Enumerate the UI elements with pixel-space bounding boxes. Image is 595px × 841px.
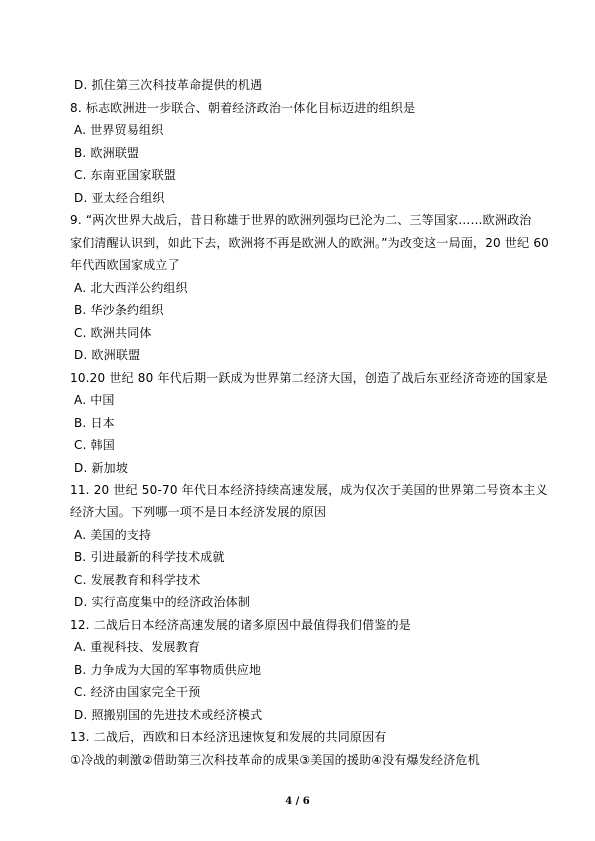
question-12: 12. 二战后日本经济高速发展的诸多原因中最值得我们借鉴的是 [70,618,411,632]
question-9-cont-1: 家们清醒认识到，如此下去，欧洲将不再是欧洲人的欧洲。”为改变这一局面，20 世纪 60 [70,236,549,250]
q12-option-d: D. 照搬别国的先进技术或经济模式 [74,708,263,722]
q11-option-d: D. 实行高度集中的经济政治体制 [74,595,251,609]
q10-option-a: A. 中国 [74,393,115,407]
q9-option-a: A. 北大西洋公约组织 [74,281,188,295]
q10-option-d: D. 新加坡 [74,461,129,475]
q8-option-c: C. 东南亚国家联盟 [74,168,177,182]
q12-option-a: A. 重视科技、发展教育 [74,640,201,654]
question-9: 9. “两次世界大战后，昔日称雄于世界的欧洲列强均已沦为二、三等国家……欧洲政治 [70,213,532,227]
q11-option-b: B. 引进最新的科学技术成就 [74,550,225,564]
question-13: 13. 二战后，西欧和日本经济迅速恢复和发展的共同原因有 [70,730,387,744]
question-10: 10.20 世纪 80 年代后期一跃成为世界第二经济大国，创造了战后东亚经济奇迹的国家是 [70,371,548,385]
q11-option-c: C. 发展教育和科学技术 [74,573,201,587]
question-9-cont-2: 年代西欧国家成立了 [70,258,180,272]
q10-option-b: B. 日本 [74,416,115,430]
page-number: 4 / 6 [285,796,310,807]
q9-option-c: C. 欧洲共同体 [74,326,152,340]
q7-option-d: D. 抓住第三次科技革命提供的机遇 [74,78,263,92]
q10-option-c: C. 韩国 [74,438,116,452]
q12-option-b: B. 力争成为大国的军事物质供应地 [74,663,262,677]
q8-option-b: B. 欧洲联盟 [74,146,140,160]
question-11: 11. 20 世纪 50-70 年代日本经济持续高速发展，成为仅次于美国的世界第二号资本主义 [70,483,548,497]
question-8: 8. 标志欧洲进一步联合、朝着经济政治一体化目标迈进的组织是 [70,101,416,115]
q12-option-c: C. 经济由国家完全干预 [74,685,201,699]
q8-option-a: A. 世界贸易组织 [74,123,164,137]
question-11-cont: 经济大国。下列哪一项不是日本经济发展的原因 [70,505,327,519]
q9-option-d: D. 欧洲联盟 [74,348,141,362]
q9-option-b: B. 华沙条约组织 [74,303,164,317]
q11-option-a: A. 美国的支持 [74,528,152,542]
q8-option-d: D. 亚太经合组织 [74,191,165,205]
question-13-statements: ①冷战的刺激②借助第三次科技革命的成果③美国的援助④没有爆发经济危机 [70,753,480,767]
